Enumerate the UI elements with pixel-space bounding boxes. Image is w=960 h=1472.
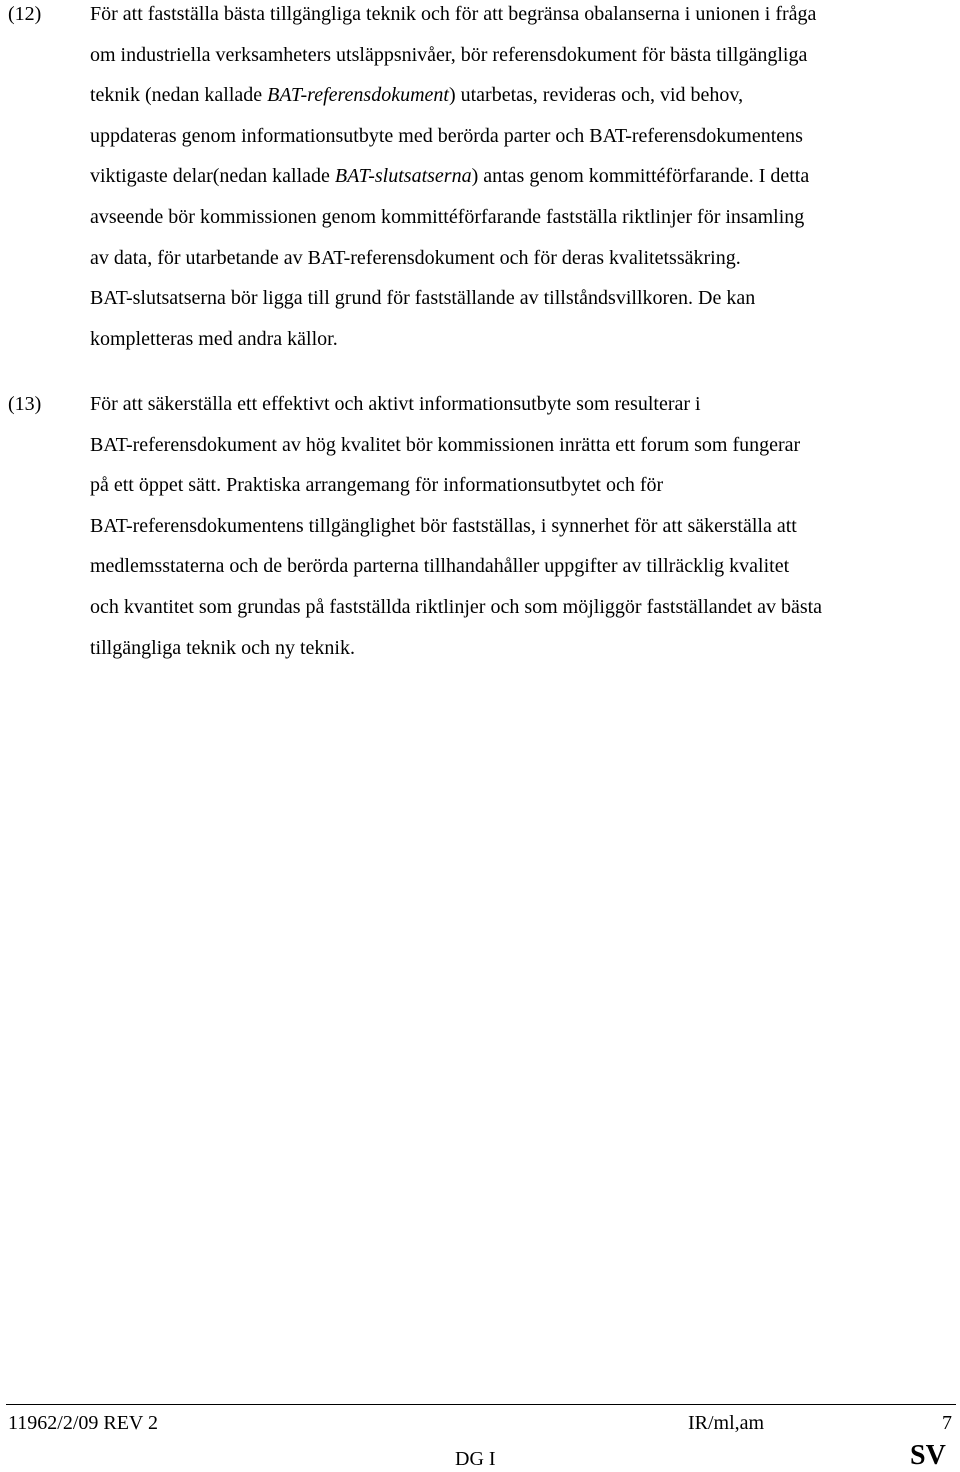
text-line bbox=[90, 75, 960, 116]
italic-term: BAT-referensdokument bbox=[267, 84, 449, 107]
text-run: på ett öppet sätt. Praktiska arrangemang för informationsutbytet och för bbox=[90, 474, 664, 497]
footer-language-code: SV bbox=[910, 1440, 946, 1471]
footer-initials: IR/ml,am bbox=[688, 1412, 765, 1434]
text-line bbox=[90, 506, 960, 547]
italic-term: BAT-slutsatserna bbox=[334, 165, 472, 188]
paragraph-text bbox=[90, 384, 960, 668]
text-run: ) utarbetas, revideras och, vid behov, bbox=[448, 84, 744, 107]
text-run: uppdateras genom informationsutbyte med berörda parter och BAT-referensdokumentens bbox=[90, 124, 803, 147]
text-line bbox=[90, 156, 960, 197]
text-line bbox=[90, 278, 960, 319]
paragraph-text bbox=[90, 0, 960, 359]
text-run: och kvantitet som grundas på fastställda riktlinjer och som möjliggör fastställandet av bästa bbox=[90, 595, 823, 618]
text-run: BAT-slutsatserna bör ligga till grund för fastställande av tillståndsvillkoren. De kan bbox=[90, 287, 756, 310]
text-line bbox=[90, 384, 960, 425]
text-line bbox=[90, 465, 960, 506]
text-line bbox=[90, 628, 960, 669]
paragraph-number: (13) bbox=[8, 393, 42, 415]
text-line bbox=[90, 587, 960, 628]
footer-divider bbox=[6, 1404, 956, 1405]
text-run: viktigaste delar(nedan kallade bbox=[90, 165, 335, 188]
footer-document-reference: 11962/2/09 REV 2 bbox=[8, 1412, 159, 1434]
text-run: ) antas genom kommittéförfarande. I detta bbox=[471, 165, 810, 188]
text-line bbox=[90, 35, 960, 76]
text-line bbox=[90, 546, 960, 587]
text-run: För att fastställa bästa tillgängliga teknik och för att begränsa obalanserna i unionen i fråga bbox=[90, 3, 817, 25]
text-line bbox=[90, 238, 960, 279]
text-run: teknik (nedan kallade bbox=[90, 84, 268, 107]
text-run: avseende bör kommissionen genom kommittéförfarande fastställa riktlinjer för insamling bbox=[90, 205, 805, 228]
text-line bbox=[90, 425, 960, 466]
text-run: om industriella verksamheters utsläppsnivåer, bör referensdokument för bästa tillgängliga bbox=[90, 43, 808, 66]
text-run: BAT-referensdokument av hög kvalitet bör kommissionen inrätta ett forum som fungerar bbox=[90, 433, 801, 456]
text-line bbox=[90, 197, 960, 238]
text-run: BAT-referensdokumentens tillgänglighet bör fastställas, i synnerhet för att säkerställa att bbox=[90, 514, 797, 537]
text-run: tillgängliga teknik och ny teknik. bbox=[90, 636, 355, 659]
footer-page-number: 7 bbox=[942, 1412, 952, 1434]
text-run: kompletteras med andra källor. bbox=[90, 327, 338, 350]
text-line bbox=[90, 319, 960, 360]
text-line bbox=[90, 0, 960, 35]
text-run: medlemsstaterna och de berörda parterna tillhandahåller uppgifter av tillräcklig kvalitet bbox=[90, 555, 790, 578]
paragraph-number: (12) bbox=[8, 3, 42, 25]
text-run: av data, för utarbetande av BAT-referensdokument och för deras kvalitetssäkring. bbox=[90, 246, 741, 269]
footer-directorate: DG I bbox=[455, 1448, 496, 1470]
text-run: För att säkerställa ett effektivt och aktivt informationsutbyte som resulterar i bbox=[90, 393, 701, 415]
text-line bbox=[90, 116, 960, 157]
